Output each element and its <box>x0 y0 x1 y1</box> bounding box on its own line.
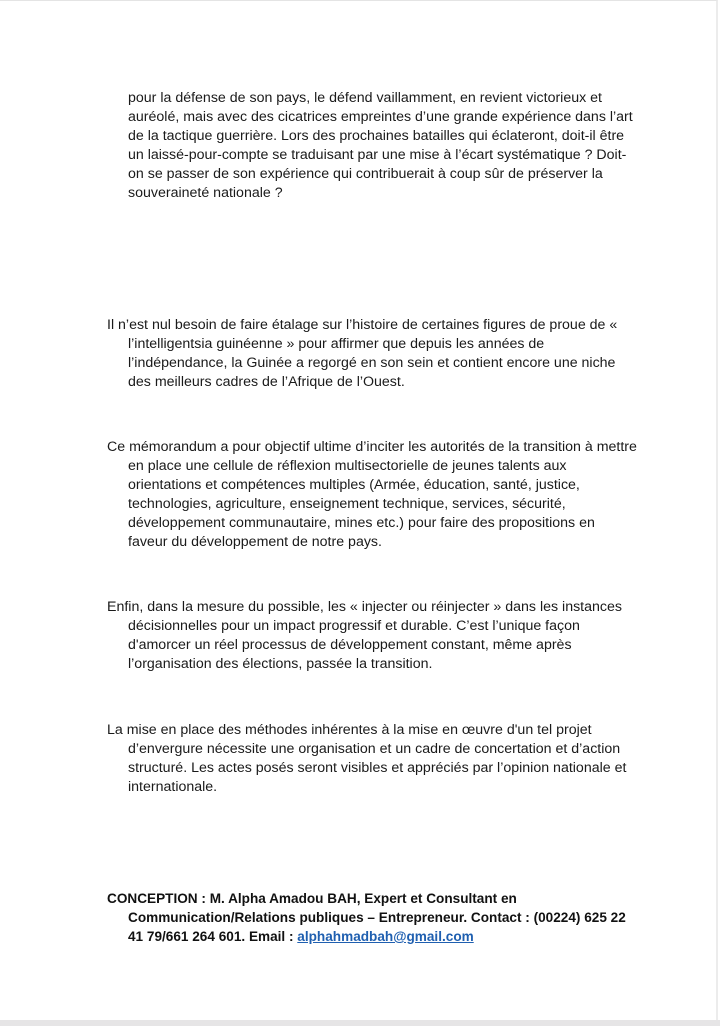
page-separator <box>0 1020 720 1026</box>
paragraph-continued: pour la défense de son pays, le défend vaillamment, en revient victorieux et auréolé, mais avec des cicatrices empreintes d’une grande expérience dans l’art de la tactique guerrière. Lors des prochaines batailles qui éclateront, doit-il être un laissé-pour-compte se traduisant par une mise à l’écart systématique ? Doit-on se passer de son expérience qui contribuerait à coup sûr de préserver la souveraineté nationale ? <box>128 90 633 201</box>
paragraph-reinjection: Enfin, dans la mesure du possible, les « injecter ou réinjecter » dans les instances décisionnelles pour un impact progressif et durable. C’est l’unique façon d'amorcer un réel processus de développement constant, même après l’organisation des élections, passée la transition. <box>107 599 622 672</box>
signature-block <box>107 889 642 946</box>
paragraph-methods: La mise en place des méthodes inhérentes à la mise en œuvre d'un tel projet d’envergure nécessite une organisation et un cadre de concertation et d’action structuré. Les actes posés seront visibles et appréciés par l’opinion nationale et internationale. <box>107 722 627 795</box>
paragraph-intelligentsia: Il n’est nul besoin de faire étalage sur l’histoire de certaines figures de proue de « l’intelligentsia guinéenne » pour affirmer que depuis les années de l’indépendance, la Guinée a regorgé en son sein et contient encore une niche des meilleurs cadres de l’Afrique de l’Ouest. <box>107 317 618 390</box>
email-link[interactable]: alphahmadbah@gmail.com <box>297 929 474 944</box>
signature-text: CONCEPTION : M. Alpha Amadou BAH, Expert et Consultant en Communication/Relations publiques – Entrepreneur. Contact : (00224) 625 22 41 79/661 264 601. Email : <box>107 891 626 944</box>
paragraph-memorandum-objective: Ce mémorandum a pour objectif ultime d’inciter les autorités de la transition à mettre en place une cellule de réflexion multisectorielle de jeunes talents aux orientations et compétences multiples (Armée, éducation, santé, justice, technologies, agriculture, enseignement technique, services, sécurité, développement communautaire, mines etc.) pour faire des propositions en faveur du développement de notre pays. <box>107 439 637 550</box>
